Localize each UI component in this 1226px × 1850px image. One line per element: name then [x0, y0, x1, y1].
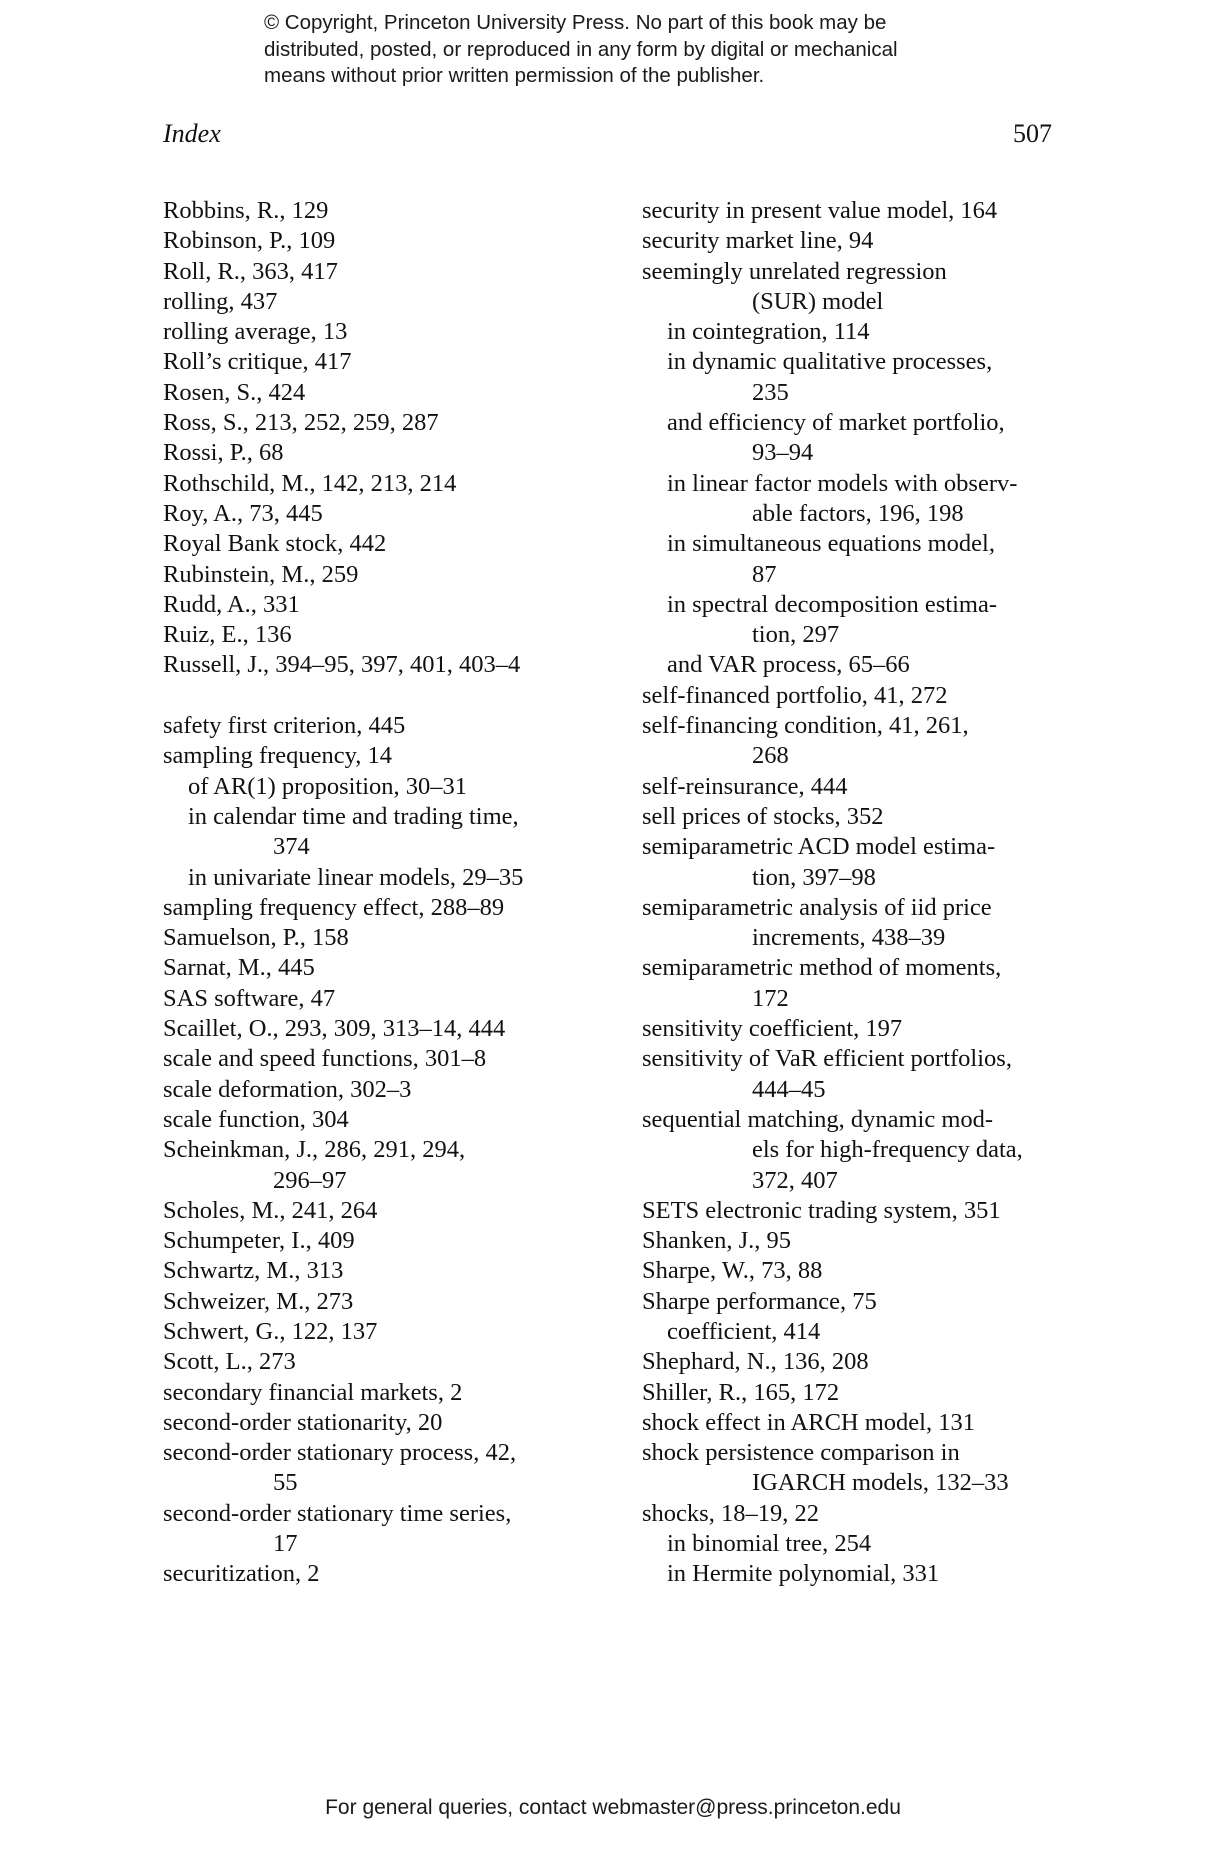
index-entry: 372, 407	[752, 1166, 838, 1194]
index-entry: Ruiz, E., 136	[163, 621, 292, 649]
index-entry: sell prices of stocks, 352	[642, 802, 884, 830]
footer-contact: For general queries, contact webmaster@press.princeton.edu	[325, 1796, 901, 1819]
running-head: Index	[163, 119, 221, 148]
index-entry: Roll’s critique, 417	[163, 348, 352, 376]
index-column-right	[642, 196, 1092, 1590]
index-entry: 55	[273, 1469, 298, 1497]
index-entry: security in present value model, 164	[642, 197, 998, 224]
index-entry: 17	[273, 1530, 298, 1558]
index-entry: Rothschild, M., 142, 213, 214	[163, 469, 457, 497]
index-entry: shock persistence comparison in	[642, 1439, 960, 1467]
index-entry: Rubinstein, M., 259	[163, 560, 359, 588]
index-entry: Russell, J., 394–95, 397, 401, 403–4	[163, 651, 521, 679]
index-entry: Shephard, N., 136, 208	[642, 1348, 869, 1376]
index-entry: of AR(1) proposition, 30–31	[188, 772, 468, 800]
index-entry: second-order stationarity, 20	[163, 1408, 443, 1436]
index-entry: Roy, A., 73, 445	[163, 499, 323, 527]
index-entry: 172	[752, 984, 789, 1012]
index-entry: self-financing condition, 41, 261,	[642, 712, 969, 740]
index-entry: in Hermite polynomial, 331	[667, 1560, 940, 1588]
index-entry: coefficient, 414	[667, 1317, 821, 1345]
index-entry: second-order stationary time series,	[163, 1499, 512, 1527]
index-entry: Rosen, S., 424	[163, 378, 306, 406]
index-entry: rolling, 437	[163, 287, 278, 315]
index-entry: SAS software, 47	[163, 984, 336, 1012]
copyright-line-2: distributed, posted, or reproduced in any form by digital or mechanical	[264, 37, 898, 61]
index-entry: Sharpe performance, 75	[642, 1287, 877, 1315]
index-entry: Scheinkman, J., 286, 291, 294,	[163, 1136, 466, 1164]
index-entry: Shiller, R., 165, 172	[642, 1378, 840, 1406]
index-entry: and efficiency of market portfolio,	[667, 409, 1005, 437]
index-entry: 444–45	[752, 1075, 826, 1103]
index-entry: Schumpeter, I., 409	[163, 1227, 355, 1255]
index-entry: 296–97	[273, 1166, 347, 1194]
index-entry: Schweizer, M., 273	[163, 1287, 354, 1315]
index-entry: tion, 397–98	[752, 863, 876, 891]
index-entry: second-order stationary process, 42,	[163, 1439, 517, 1467]
index-entry: in spectral decomposition estima-	[667, 590, 997, 618]
index-entry: Robinson, P., 109	[163, 227, 336, 255]
index-entry: in linear factor models with observ-	[667, 469, 1018, 497]
copyright-line-1: © Copyright, Princeton University Press. No part of this book may be	[264, 11, 887, 34]
index-entry: Ross, S., 213, 252, 259, 287	[163, 409, 439, 437]
index-entry: Scholes, M., 241, 264	[163, 1196, 378, 1224]
index-entry: Shanken, J., 95	[642, 1227, 792, 1255]
index-entry: 374	[273, 833, 310, 861]
index-entry: Rossi, P., 68	[163, 439, 284, 467]
index-entry: Sarnat, M., 445	[163, 954, 315, 982]
index-entry: els for high-frequency data,	[752, 1136, 1023, 1164]
index-entry: in binomial tree, 254	[667, 1530, 872, 1558]
index-section-gap	[163, 681, 603, 711]
index-entry: semiparametric method of moments,	[642, 954, 1002, 982]
index-entry: sampling frequency effect, 288–89	[163, 893, 505, 921]
index-entry: Scott, L., 273	[163, 1348, 296, 1376]
index-entry: tion, 297	[752, 621, 840, 649]
index-entry: in simultaneous equations model,	[667, 530, 995, 558]
index-entry: Samuelson, P., 158	[163, 924, 349, 952]
index-entry: in calendar time and trading time,	[188, 802, 519, 830]
copyright-line-3: means without prior written permission of the publisher.	[264, 64, 765, 87]
index-entry: rolling average, 13	[163, 318, 348, 346]
index-entry: Royal Bank stock, 442	[163, 530, 387, 558]
index-entry: secondary financial markets, 2	[163, 1378, 463, 1406]
index-entry: in cointegration, 114	[667, 318, 870, 346]
index-entry: safety first criterion, 445	[163, 712, 406, 740]
index-entry: securitization, 2	[163, 1560, 320, 1588]
index-entry: shocks, 18–19, 22	[642, 1499, 819, 1527]
index-entry: shock effect in ARCH model, 131	[642, 1408, 975, 1436]
page-number: 507	[1013, 119, 1052, 148]
index-entry: 93–94	[752, 439, 814, 467]
index-entry: and VAR process, 65–66	[667, 651, 910, 679]
index-entry: scale function, 304	[163, 1105, 349, 1133]
index-entry: Robbins, R., 129	[163, 197, 329, 224]
index-entry: scale and speed functions, 301–8	[163, 1045, 487, 1073]
index-entry: in dynamic qualitative processes,	[667, 348, 993, 376]
index-entry: security market line, 94	[642, 227, 874, 255]
index-entry: IGARCH models, 132–33	[752, 1469, 1009, 1497]
index-entry: self-financed portfolio, 41, 272	[642, 681, 948, 709]
index-entry: Rudd, A., 331	[163, 590, 300, 618]
index-entry: SETS electronic trading system, 351	[642, 1196, 1001, 1224]
index-entry: Scaillet, O., 293, 309, 313–14, 444	[163, 1015, 506, 1043]
index-entry: sensitivity of VaR efficient portfolios,	[642, 1045, 1012, 1073]
index-entry: increments, 438–39	[752, 924, 946, 952]
index-entry: sensitivity coefficient, 197	[642, 1015, 903, 1043]
index-entry: Schwert, G., 122, 137	[163, 1317, 378, 1345]
index-entry: able factors, 196, 198	[752, 499, 964, 527]
index-entry: Sharpe, W., 73, 88	[642, 1257, 823, 1285]
index-entry: seemingly unrelated regression	[642, 257, 947, 285]
index-entry: 268	[752, 742, 789, 770]
index-entry: scale deformation, 302–3	[163, 1075, 412, 1103]
index-entry: Roll, R., 363, 417	[163, 257, 338, 285]
index-entry: (SUR) model	[752, 287, 884, 315]
index-entry: sampling frequency, 14	[163, 742, 393, 770]
index-entry: self-reinsurance, 444	[642, 772, 848, 800]
index-entry: 87	[752, 560, 777, 588]
index-entry: Schwartz, M., 313	[163, 1257, 344, 1285]
index-entry: semiparametric analysis of iid price	[642, 893, 992, 921]
index-entry: sequential matching, dynamic mod-	[642, 1105, 994, 1133]
index-column-left	[163, 196, 603, 1590]
index-entry: in univariate linear models, 29–35	[188, 863, 524, 891]
copyright-notice	[264, 10, 1024, 90]
index-entry: semiparametric ACD model estima-	[642, 833, 996, 861]
index-entry: 235	[752, 378, 789, 406]
